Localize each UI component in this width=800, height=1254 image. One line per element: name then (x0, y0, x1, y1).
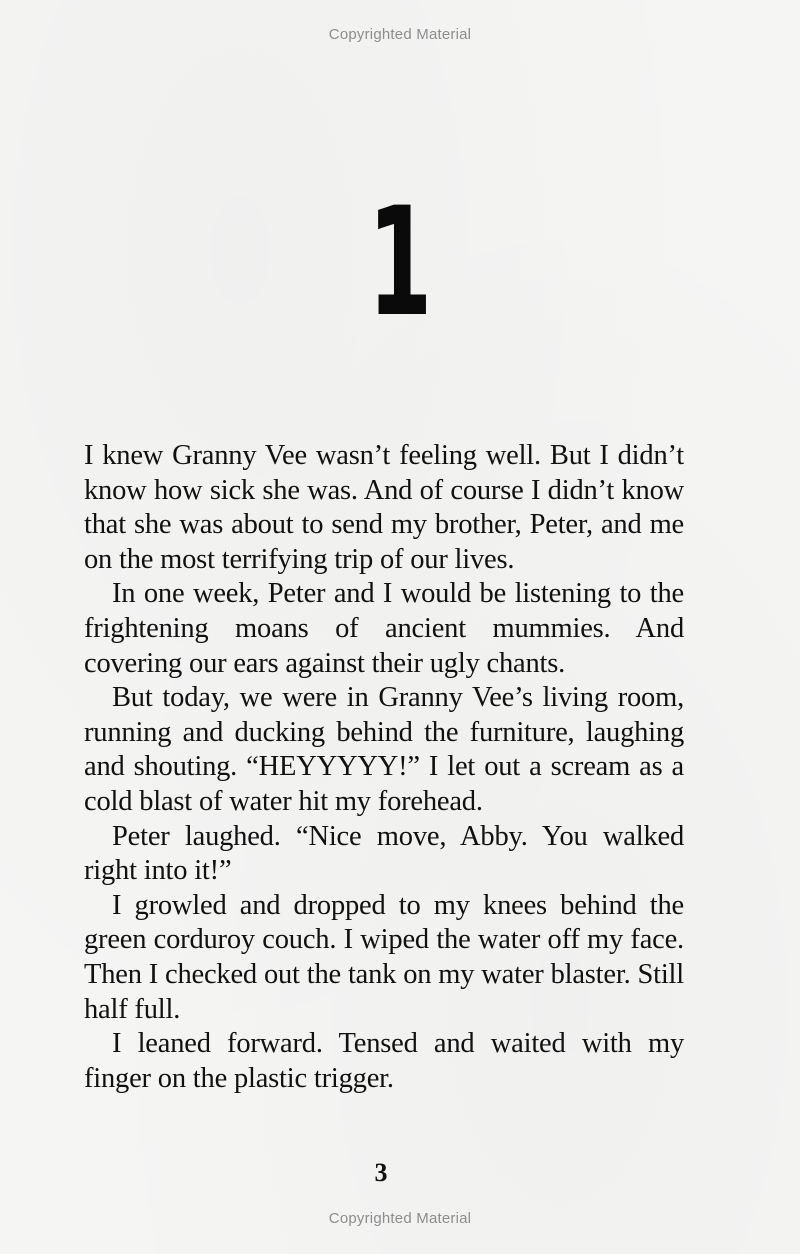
chapter-body (84, 439, 684, 1096)
copyright-watermark-bottom: Copyrighted Material (328, 1210, 472, 1227)
page-number: 3 (374, 1158, 388, 1187)
paragraph: In one week, Peter and I would be listening to the frightening moans of ancient mummies. And covering our ears against their ugly chants. (84, 578, 684, 679)
paragraph: I leaned forward. Tensed and waited with my finger on the plastic trigger. (84, 1028, 684, 1094)
copyright-watermark-top: Copyrighted Material (328, 26, 472, 43)
paragraph: I growled and dropped to my knees behind the green corduroy couch. I wiped the water off my face. Then I checked out the tank on my water blaster. Still half full. (84, 889, 684, 1025)
paragraph: Peter laughed. “Nice move, Abby. You walked right into it!” (84, 820, 684, 887)
paragraph: But today, we were in Granny Vee’s living room, running and ducking behind the furniture, laughing and shouting. “HEYYYYY!” I let out a scream as a cold blast of water hit my forehead. (84, 682, 684, 817)
paragraph: I knew Granny Vee wasn’t feeling well. But I didn’t know how sick she was. And of course I didn’t know that she was about to send my brother, Peter, and me on the most terrifying trip of our lives. (84, 440, 684, 575)
chapter-number: 1 (367, 176, 433, 350)
